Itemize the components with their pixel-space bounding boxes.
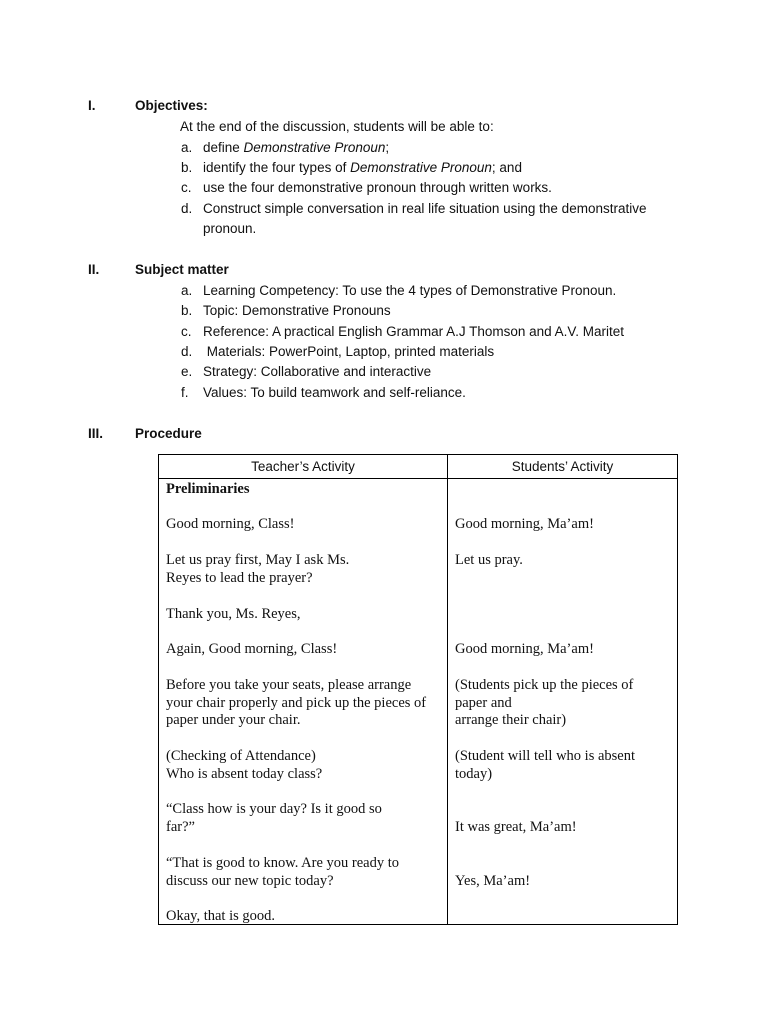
teacher-line: (Checking of Attendance)	[166, 748, 316, 764]
list-letter: c.	[181, 324, 192, 339]
section-1-title: Objectives:	[135, 98, 208, 113]
student-line: paper and	[455, 695, 512, 711]
list-item: identify the four types of Demonstrative Pronoun; and	[203, 160, 522, 175]
teacher-line: Let us pray first, May I ask Ms.	[166, 552, 350, 568]
list-letter: d.	[181, 201, 193, 216]
list-item: use the four demonstrative pronoun through written works.	[203, 180, 552, 195]
student-line: Good morning, Ma’am!	[455, 516, 594, 532]
section-3-numeral: III.	[88, 426, 104, 441]
list-item: define Demonstrative Pronoun;	[203, 140, 390, 155]
list-item: Learning Competency: To use the 4 types of Demonstrative Pronoun.	[203, 283, 617, 298]
teacher-line: discuss our new topic today?	[166, 873, 334, 889]
teacher-line: Okay, that is good.	[166, 908, 276, 924]
list-letter: a.	[181, 140, 193, 155]
list-item: Materials: PowerPoint, Laptop, printed materials	[203, 344, 495, 359]
teacher-line: Who is absent today class?	[166, 766, 323, 782]
student-line: Let us pray.	[455, 552, 523, 568]
student-line: today)	[455, 766, 493, 782]
teacher-line: paper under your chair.	[166, 712, 301, 728]
list-item: Topic: Demonstrative Pronouns	[203, 303, 391, 318]
teacher-activity-header: Teacher’s Activity	[159, 455, 448, 479]
list-item: Reference: A practical English Grammar A.J Thomson and A.V. Maritet	[203, 324, 624, 339]
student-line: arrange their chair)	[455, 712, 567, 728]
table-header-row	[159, 455, 678, 479]
student-line: It was great, Ma’am!	[455, 819, 577, 835]
list-letter: b.	[181, 303, 193, 318]
teacher-line: Again, Good morning, Class!	[166, 641, 338, 657]
teacher-line: “That is good to know. Are you ready to	[166, 855, 400, 871]
teacher-line: Before you take your seats, please arrange	[166, 677, 412, 693]
teacher-line: Good morning, Class!	[166, 516, 295, 532]
list-item: Construct simple conversation in real life situation using the demonstrative	[203, 201, 647, 216]
teacher-line: your chair properly and pick up the pieces of	[166, 695, 427, 711]
student-line: Yes, Ma’am!	[455, 873, 531, 889]
students-activity-cell	[448, 479, 678, 925]
teacher-line: far?”	[166, 819, 195, 835]
section-3-title: Procedure	[135, 426, 202, 441]
list-item: Strategy: Collaborative and interactive	[203, 364, 432, 379]
section-1-numeral: I.	[88, 98, 96, 113]
student-line: Good morning, Ma’am!	[455, 641, 594, 657]
student-line: (Students pick up the pieces of	[455, 677, 634, 693]
table-row	[159, 479, 678, 925]
teacher-line: Thank you, Ms. Reyes,	[166, 606, 301, 622]
list-letter: a.	[181, 283, 193, 298]
procedure-table	[158, 454, 678, 925]
list-item-continuation: pronoun.	[203, 221, 257, 236]
teacher-line: Reyes to lead the prayer?	[166, 570, 313, 586]
section-2-numeral: II.	[88, 262, 100, 277]
student-line: (Student will tell who is absent	[455, 748, 636, 764]
objectives-intro: At the end of the discussion, students will be able to:	[180, 119, 494, 134]
list-letter: b.	[181, 160, 193, 175]
list-item: Values: To build teamwork and self-reliance.	[203, 385, 466, 400]
preliminaries-heading: Preliminaries	[166, 481, 250, 497]
teacher-activity-cell	[159, 479, 448, 925]
list-letter: f.	[181, 385, 189, 400]
section-2-title: Subject matter	[135, 262, 229, 277]
students-activity-header: Students’ Activity	[448, 455, 678, 479]
teacher-line: “Class how is your day? Is it good so	[166, 801, 382, 817]
list-letter: c.	[181, 180, 192, 195]
list-letter: d.	[181, 344, 193, 359]
list-letter: e.	[181, 364, 193, 379]
